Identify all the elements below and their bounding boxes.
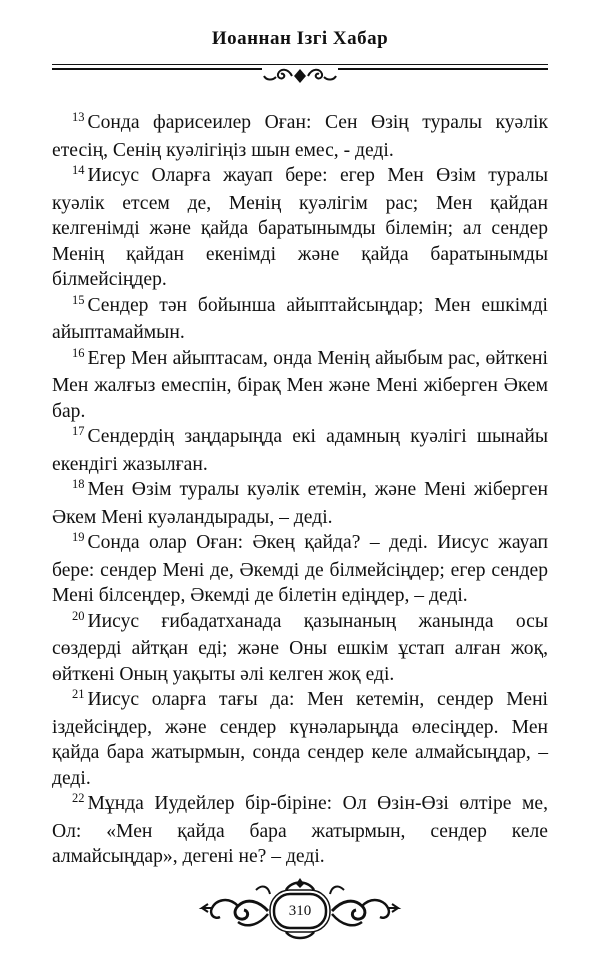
verse-text: Сонда фарисеилер Оған: Сен Өзің туралы куәлік етесің, Сенің куәлігіңіз шын емес, - деді. bbox=[52, 112, 548, 161]
verse-number: 16 bbox=[72, 345, 85, 360]
verse bbox=[52, 791, 548, 870]
verse bbox=[52, 477, 548, 530]
verse bbox=[52, 687, 548, 791]
verse bbox=[52, 163, 548, 293]
verse-text: Иисус оларға тағы да: Мен кетемін, сендер Мені іздейсіңдер, және сендер күнәларыңда өлесіңдер. Мен қайда бара жатырмын, сонда сендер келе алмайсыңдар, – деді. bbox=[52, 689, 548, 789]
verse bbox=[52, 424, 548, 477]
verse bbox=[52, 609, 548, 688]
verse bbox=[52, 110, 548, 163]
verse-text: Мұнда Иудейлер бір-біріне: Ол Өзін-Өзі өлтіре ме, Ол: «Мен қайда бара жатырмын, сендер келе алмайсыңдар», дегені не? – деді. bbox=[52, 793, 548, 867]
page-number: 310 bbox=[288, 903, 312, 919]
page-body bbox=[52, 110, 548, 870]
verse-text: Сендердің заңдарыңда екі адамның куәлігі шынайы екендігі жазылған. bbox=[52, 426, 548, 475]
verse-number: 22 bbox=[72, 791, 85, 805]
running-header: Иоаннан Ізгі Хабар bbox=[211, 28, 389, 49]
verse bbox=[52, 346, 548, 425]
verse bbox=[52, 293, 548, 346]
verse-text: Мен Өзім туралы куәлік етемін, және Мені жіберген Әкем Мені куәландырады, – деді. bbox=[52, 479, 548, 528]
verse-number: 13 bbox=[72, 110, 85, 124]
verse-number: 17 bbox=[72, 424, 85, 438]
verse-number: 14 bbox=[72, 163, 85, 177]
verse-number: 18 bbox=[72, 477, 85, 491]
verse-number: 21 bbox=[72, 687, 85, 701]
verse-text: Иисус ғибадатханада қазынаның жанында осы сөздерді айтқан еді; және Оны ешкім ұстап алған жоқ, өйткені Оның уақыты әлі келген жоқ еді. bbox=[52, 610, 548, 685]
verse bbox=[52, 530, 548, 609]
header-ornament-icon bbox=[262, 65, 338, 87]
verse-number: 15 bbox=[72, 292, 85, 307]
verse-text: Иисус Оларға жауап бере: егер Мен Өзім туралы куәлік етсем де, Менің куәлігім рас; Мен қайдан келгенімді және қайда баратынымды білемін; ал сендер Менің қайдан екенімді және қайда баратынымды білмейсіңдер. bbox=[52, 165, 548, 290]
verse-text: Егер Мен айыптасам, онда Менің айыбым рас, өйткені Мен жалғыз емеспін, бірақ Мен және Мені жіберген Әкем бар. bbox=[52, 347, 548, 422]
verse-text: Сонда олар Оған: Әкең қайда? – деді. Иисус жауап бере: сендер Мені де, Әкемді де білмейсіңдер; егер сендер Мені білсеңдер, Әкемді де білетін едіңдер, – деді. bbox=[52, 532, 548, 606]
verse-number: 20 bbox=[72, 608, 85, 623]
verse-number: 19 bbox=[72, 530, 85, 544]
verse-text: Сендер тән бойынша айыптайсыңдар; Мен ешкімді айыптамаймын. bbox=[52, 294, 548, 343]
